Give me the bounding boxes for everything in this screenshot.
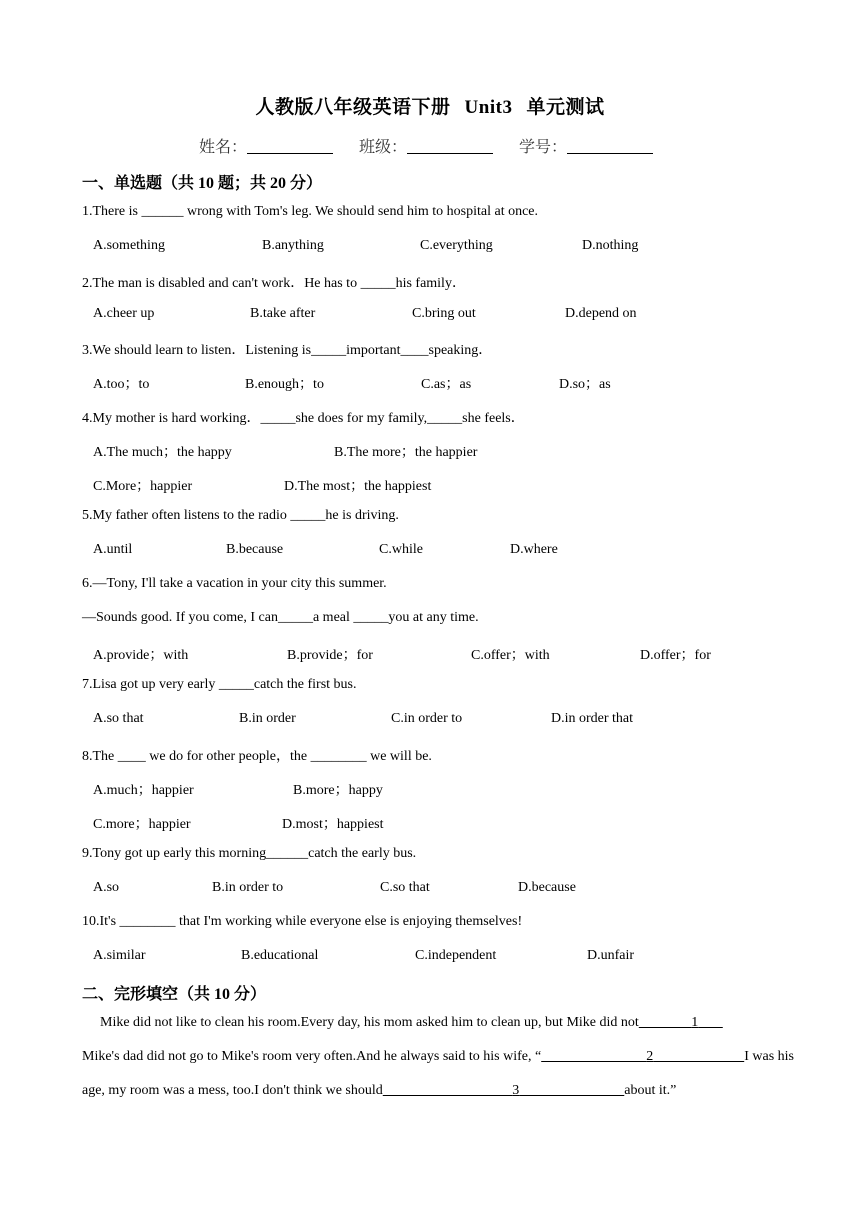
option[interactable]: C.offer；with: [471, 648, 550, 663]
option[interactable]: A.cheer up: [93, 306, 155, 321]
cloze-line-2: [82, 1049, 794, 1065]
question-stem: 8.The ____ we do for other people，the ________ we will be.: [82, 749, 432, 764]
question-stem: 3.We should learn to listen．Listening is_____important____speaking．: [82, 343, 493, 358]
id-label: 学号：: [519, 139, 568, 156]
blank-number: 2: [646, 1049, 654, 1064]
section-heading-single-choice: 一、单选题（共 10 题；共 20 分）: [82, 175, 323, 192]
option[interactable]: A.The much；the happy: [93, 445, 232, 460]
option[interactable]: C.bring out: [412, 306, 476, 321]
name-label: 姓名：: [198, 139, 247, 156]
question-stem-reply: —Sounds good. If you come, I can_____a meal _____you at any time.: [82, 610, 479, 625]
option[interactable]: B.take after: [250, 306, 316, 321]
option[interactable]: D.most；happiest: [282, 817, 384, 832]
class-blank[interactable]: [407, 138, 493, 154]
option[interactable]: C.More；happier: [93, 479, 193, 494]
page-title: [0, 92, 860, 119]
option[interactable]: A.something: [93, 238, 165, 253]
question-stem: 9.Tony got up early this morning______catch the early bus.: [82, 846, 417, 861]
option[interactable]: A.much；happier: [93, 783, 194, 798]
title-cn: 人教版八年级英语下册: [255, 97, 451, 118]
option[interactable]: C.in order to: [391, 711, 463, 726]
cloze-text: I was his: [744, 1049, 794, 1064]
option[interactable]: B.in order: [239, 711, 296, 726]
option[interactable]: D.offer；for: [640, 648, 711, 663]
option[interactable]: A.too；to: [93, 377, 150, 392]
cloze-text: Mike's dad did not go to Mike's room very often.And he always said to his wife, “: [82, 1049, 542, 1064]
id-blank[interactable]: [567, 138, 653, 154]
cloze-blank-3[interactable]: [383, 1083, 625, 1098]
question-stem: 4.My mother is hard working．_____she does for my family,_____she feels．: [82, 411, 525, 426]
cloze-text: Mike did not like to clean his room.Every day, his mom asked him to clean up, but Mike did not: [100, 1015, 639, 1030]
blank-number: 1: [691, 1015, 699, 1030]
option[interactable]: C.everything: [420, 238, 493, 253]
cloze-blank-2[interactable]: [541, 1049, 744, 1064]
cloze-text: about it.”: [624, 1083, 677, 1098]
question-stem: 7.Lisa got up very early _____catch the first bus.: [82, 677, 357, 692]
option[interactable]: D.because: [518, 880, 576, 895]
option[interactable]: C.as；as: [421, 377, 472, 392]
option[interactable]: B.educational: [241, 948, 319, 963]
question-stem: 10.It's ________ that I'm working while everyone else is enjoying themselves!: [82, 914, 523, 929]
cloze-line-3: [82, 1083, 676, 1099]
option[interactable]: A.so: [93, 880, 120, 895]
class-label: 班级：: [358, 139, 407, 156]
question-stem: 5.My father often listens to the radio _____he is driving.: [82, 508, 399, 523]
option[interactable]: D.unfair: [587, 948, 635, 963]
name-blank[interactable]: [247, 138, 333, 154]
option[interactable]: B.because: [226, 542, 284, 557]
cloze-line-1: [100, 1015, 723, 1031]
option[interactable]: D.in order that: [551, 711, 634, 726]
option[interactable]: B.more；happy: [293, 783, 383, 798]
option[interactable]: A.provide；with: [93, 648, 189, 663]
option[interactable]: C.so that: [380, 880, 430, 895]
title-unit: Unit3: [464, 97, 513, 118]
cloze-text: age, my room was a mess, too.I don't think we should: [82, 1083, 383, 1098]
option[interactable]: D.where: [510, 542, 558, 557]
option[interactable]: A.similar: [93, 948, 146, 963]
option[interactable]: D.so；as: [559, 377, 611, 392]
option[interactable]: D.The most；the happiest: [284, 479, 432, 494]
option[interactable]: D.depend on: [565, 306, 637, 321]
section-heading-cloze: 二、完形填空（共 10 分）: [82, 986, 267, 1003]
option[interactable]: D.nothing: [582, 238, 639, 253]
option[interactable]: B.anything: [262, 238, 324, 253]
option[interactable]: C.while: [379, 542, 423, 557]
question-stem: 2.The man is disabled and can't work．He has to _____his family．: [82, 276, 466, 291]
option[interactable]: B.The more；the happier: [334, 445, 478, 460]
question-stem: 6.—Tony, I'll take a vacation in your city this summer.: [82, 576, 387, 591]
option[interactable]: C.more；happier: [93, 817, 191, 832]
option[interactable]: A.until: [93, 542, 133, 557]
student-info: [0, 134, 860, 157]
question-stem: 1.There is ______ wrong with Tom's leg. We should send him to hospital at once.: [82, 204, 539, 219]
option[interactable]: C.independent: [415, 948, 497, 963]
cloze-blank-1[interactable]: [639, 1015, 723, 1030]
blank-number: 3: [512, 1083, 520, 1098]
option[interactable]: A.so that: [93, 711, 144, 726]
option[interactable]: B.provide；for: [287, 648, 373, 663]
option[interactable]: B.enough；to: [245, 377, 324, 392]
title-test: 单元测试: [526, 97, 605, 118]
option[interactable]: B.in order to: [212, 880, 284, 895]
